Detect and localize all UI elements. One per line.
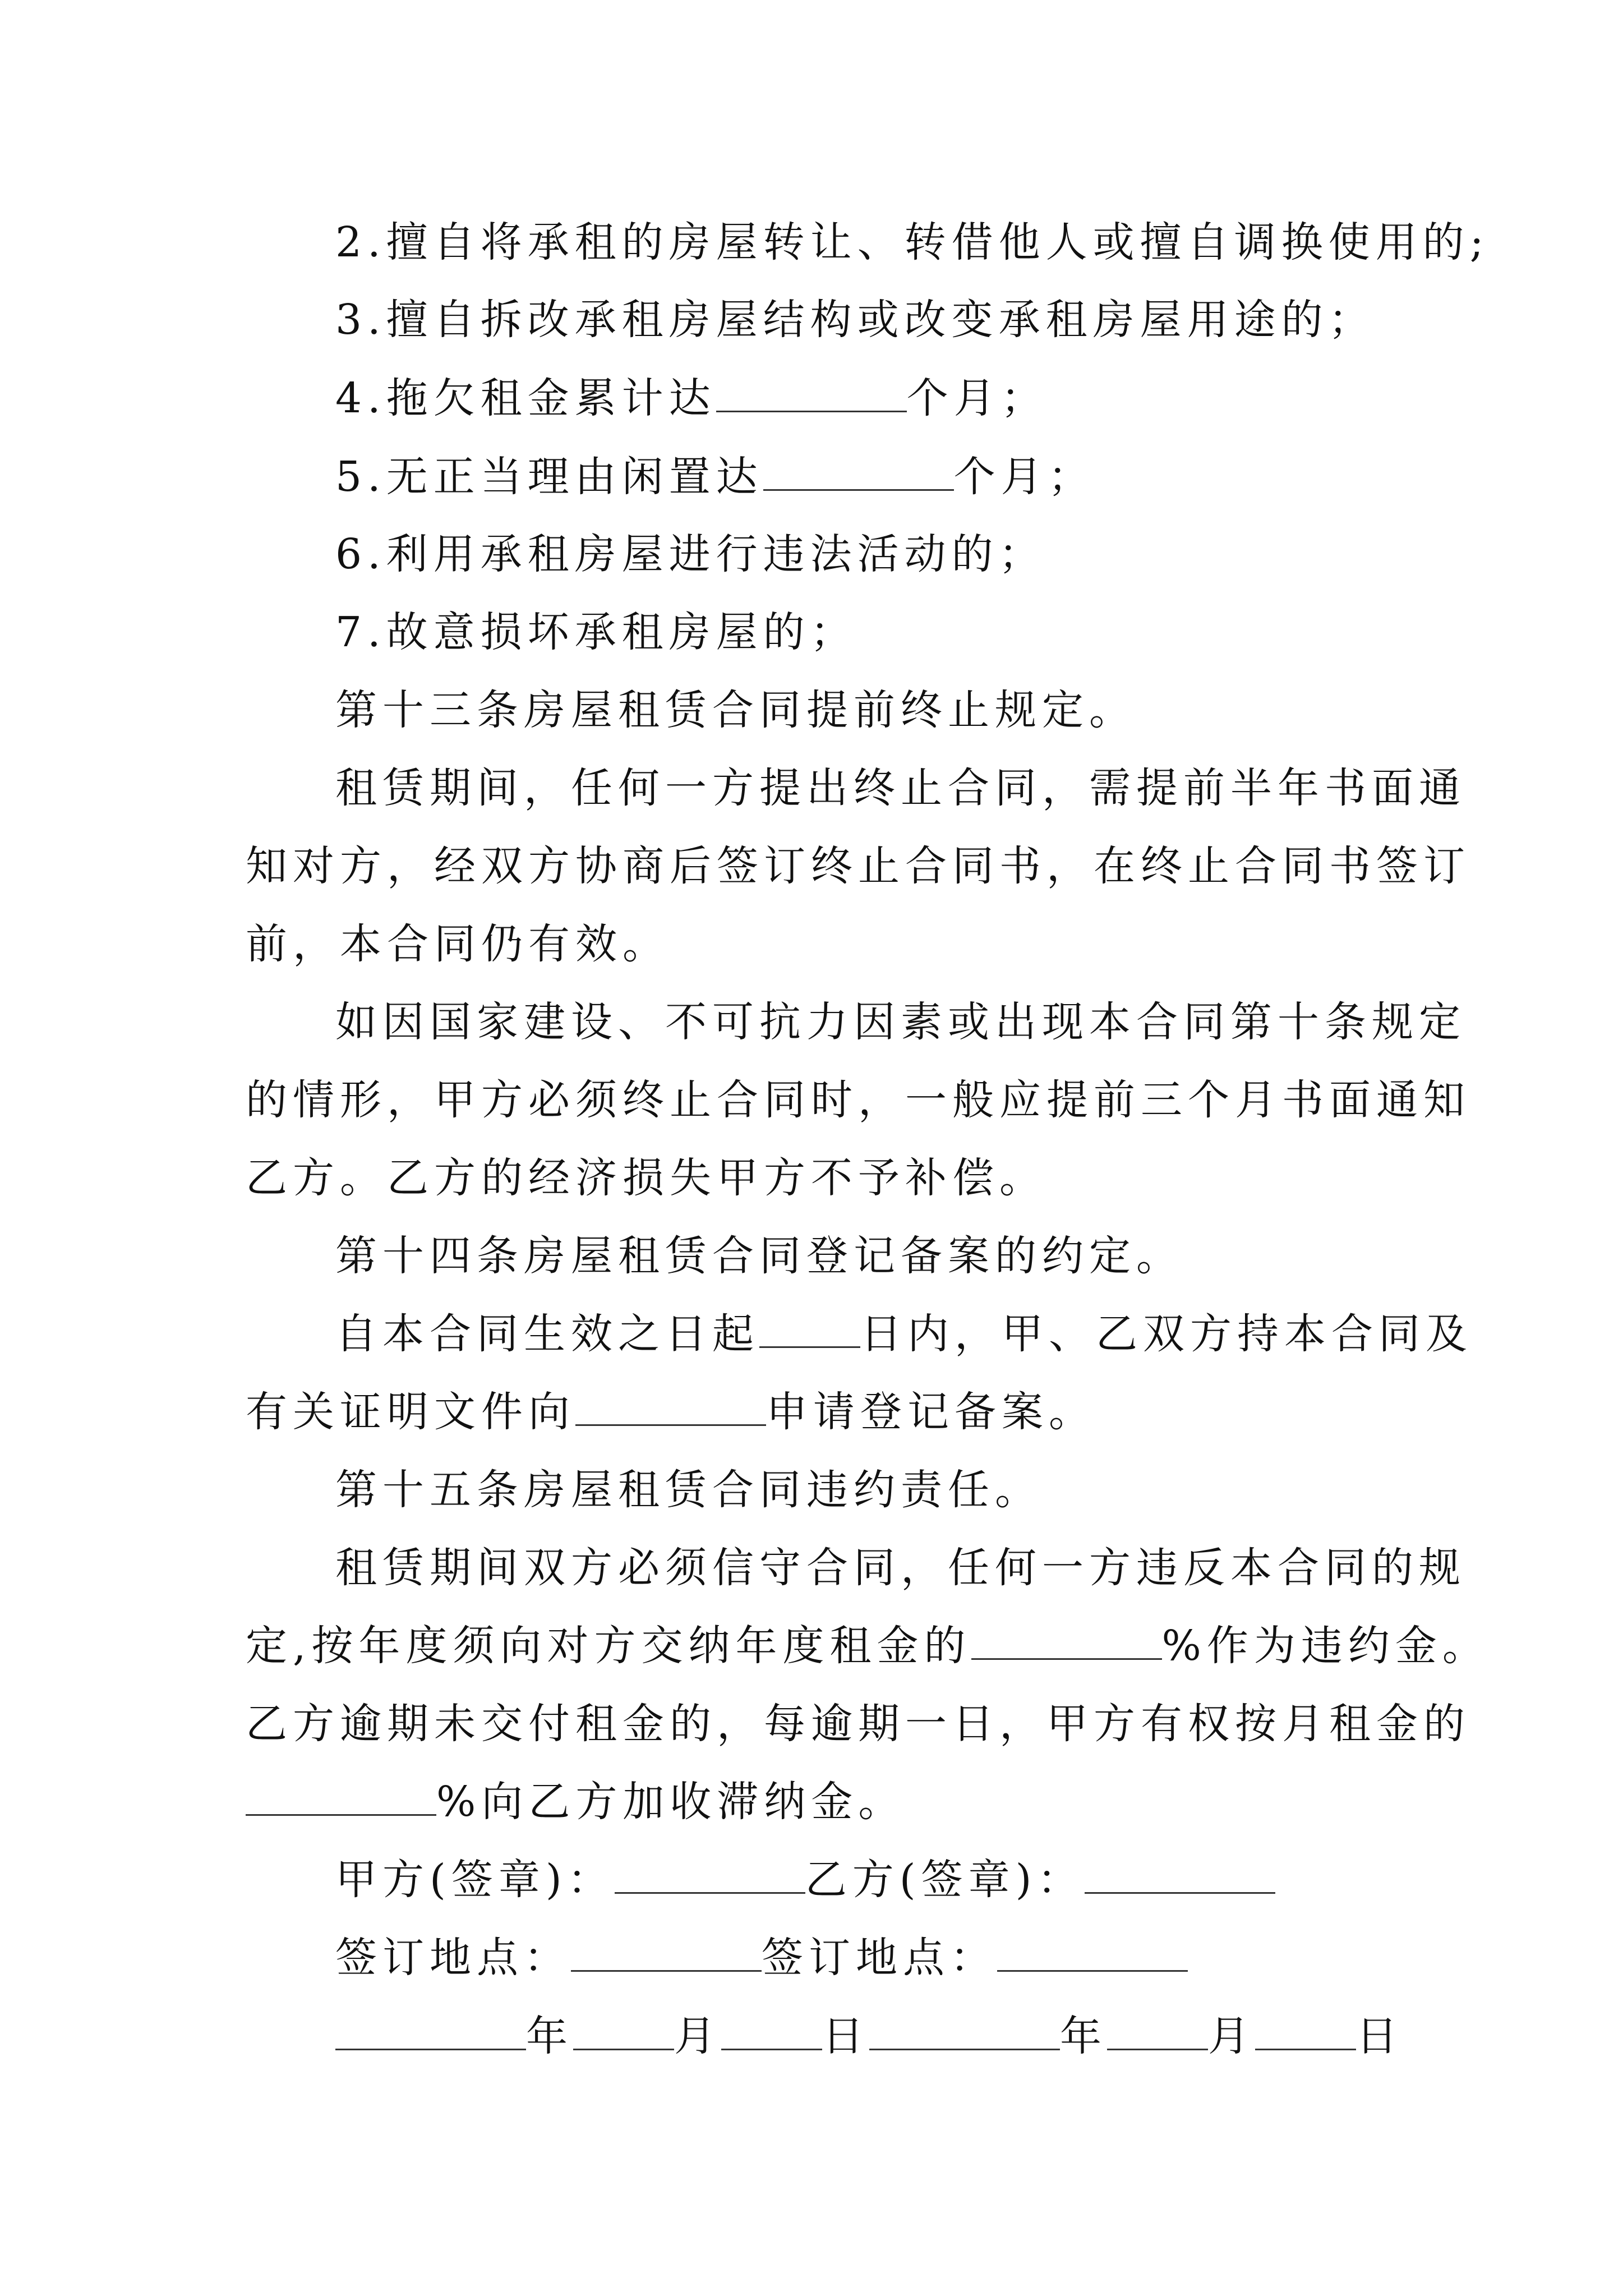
place-a-label: 签订地点： <box>335 1934 571 1982</box>
article-14-line2-prefix: 有关证明文件向 <box>246 1388 575 1436</box>
article-14-line1-prefix: 自本合同生效之日起 <box>335 1310 759 1358</box>
date-a-month-blank[interactable] <box>573 2009 674 2050</box>
party-a-signature-blank[interactable] <box>615 1853 805 1894</box>
article-15-line2-suffix: %作为违约金。 <box>1161 1622 1490 1670</box>
clause-2 <box>335 214 1490 270</box>
clause-4-prefix: 4.拖欠租金累计达 <box>335 374 716 422</box>
date-a-day-blank[interactable] <box>721 2009 822 2050</box>
signing-date-row <box>335 2008 1403 2064</box>
months-idle-blank[interactable] <box>763 450 954 491</box>
article-13-p1-line2-text: 知对方，经双方协商后签订终止合同书，在终止合同书签订 <box>246 842 1470 890</box>
clause-6 <box>335 526 1046 582</box>
date-b-year-label: 年 <box>1060 2012 1107 2060</box>
party-b-signature-blank[interactable] <box>1085 1853 1275 1894</box>
article-13-p2-line3 <box>246 1150 1046 1206</box>
article-15-title <box>335 1462 1042 1518</box>
article-15-line4 <box>246 1774 905 1830</box>
article-13-p2-line2-text: 的情形，甲方必须终止合同时，一般应提前三个月书面通知 <box>246 1076 1470 1124</box>
clause-5 <box>335 449 1095 505</box>
clause-6-text: 6.利用承租房屋进行违法活动的； <box>335 530 1046 578</box>
clause-5-prefix: 5.无正当理由闲置达 <box>335 453 763 501</box>
article-14-line2 <box>246 1384 1096 1440</box>
article-13-title <box>335 682 1136 738</box>
article-14-title <box>335 1228 1183 1284</box>
clause-4-suffix: 个月； <box>906 374 1048 422</box>
article-14-title-text: 第十四条房屋租赁合同登记备案的约定。 <box>335 1232 1183 1280</box>
signature-row <box>335 1852 1275 1908</box>
penalty-percent-blank[interactable] <box>971 1619 1162 1660</box>
article-15-line1-text: 租赁期间双方必须信守合同，任何一方违反本合同的规 <box>335 1544 1466 1592</box>
date-a-year-blank[interactable] <box>335 2009 526 2050</box>
clause-2-text: 2.擅自将承租的房屋转让、转借他人或擅自调换使用的; <box>335 218 1490 266</box>
place-b-label: 签订地点： <box>762 1934 997 1982</box>
clause-5-suffix: 个月； <box>953 453 1095 501</box>
date-b-month-blank[interactable] <box>1107 2009 1208 2050</box>
article-13-p2-line2 <box>246 1072 1470 1128</box>
date-b-day-blank[interactable] <box>1255 2009 1356 2050</box>
article-14-line1-suffix: 日内，甲、乙双方持本合同及 <box>860 1310 1473 1358</box>
filing-authority-blank[interactable] <box>575 1385 766 1426</box>
article-14-line2-suffix: 申请登记备案。 <box>766 1388 1096 1436</box>
clause-7 <box>335 604 857 660</box>
article-13-p1-line1-text: 租赁期间，任何一方提出终止合同，需提前半年书面通 <box>335 764 1466 812</box>
date-b-day-label: 日 <box>1356 2012 1403 2060</box>
party-a-signature-label: 甲方(签章)： <box>335 1856 615 1904</box>
clause-4 <box>335 370 1048 426</box>
article-15-line1 <box>335 1540 1466 1596</box>
article-13-p2-line3-text: 乙方。乙方的经济损失甲方不予补偿。 <box>246 1154 1046 1202</box>
party-b-signature-label: 乙方(签章)： <box>805 1856 1085 1904</box>
article-15-title-text: 第十五条房屋租赁合同违约责任。 <box>335 1466 1042 1514</box>
article-15-line2-prefix: 定,按年度须向对方交纳年度租金的 <box>246 1622 971 1670</box>
article-14-line1 <box>335 1306 1473 1362</box>
article-13-p1-line2 <box>246 838 1470 894</box>
place-a-blank[interactable] <box>571 1931 762 1972</box>
article-15-line3 <box>246 1696 1470 1752</box>
article-15-line2 <box>246 1618 1490 1674</box>
date-b-year-blank[interactable] <box>869 2009 1060 2050</box>
late-fee-percent-blank[interactable] <box>246 1775 436 1816</box>
clause-7-text: 7.故意损坏承租房屋的； <box>335 608 857 656</box>
signing-place-row <box>335 1930 1188 1986</box>
article-13-title-text: 第十三条房屋租赁合同提前终止规定。 <box>335 686 1136 734</box>
article-13-p1-line3-text: 前，本合同仍有效。 <box>246 920 670 968</box>
filing-days-blank[interactable] <box>759 1307 860 1348</box>
months-arrears-blank[interactable] <box>716 371 907 412</box>
article-13-p1-line3 <box>246 916 670 972</box>
article-13-p2-line1-text: 如因国家建设、不可抗力因素或出现本合同第十条规定 <box>335 998 1466 1046</box>
article-13-p1-line1 <box>335 760 1466 816</box>
article-15-line4-suffix: %向乙方加收滞纳金。 <box>436 1778 906 1826</box>
date-a-month-label: 月 <box>674 2012 721 2060</box>
article-13-p2-line1 <box>335 994 1466 1050</box>
clause-3-text: 3.擅自拆改承租房屋结构或改变承租房屋用途的； <box>335 296 1376 344</box>
place-b-blank[interactable] <box>997 1931 1188 1972</box>
clause-3 <box>335 292 1376 348</box>
article-15-line3-text: 乙方逾期未交付租金的，每逾期一日，甲方有权按月租金的 <box>246 1700 1470 1748</box>
date-b-month-label: 月 <box>1208 2012 1255 2060</box>
date-a-day-label: 日 <box>822 2012 869 2060</box>
date-a-year-label: 年 <box>526 2012 573 2060</box>
